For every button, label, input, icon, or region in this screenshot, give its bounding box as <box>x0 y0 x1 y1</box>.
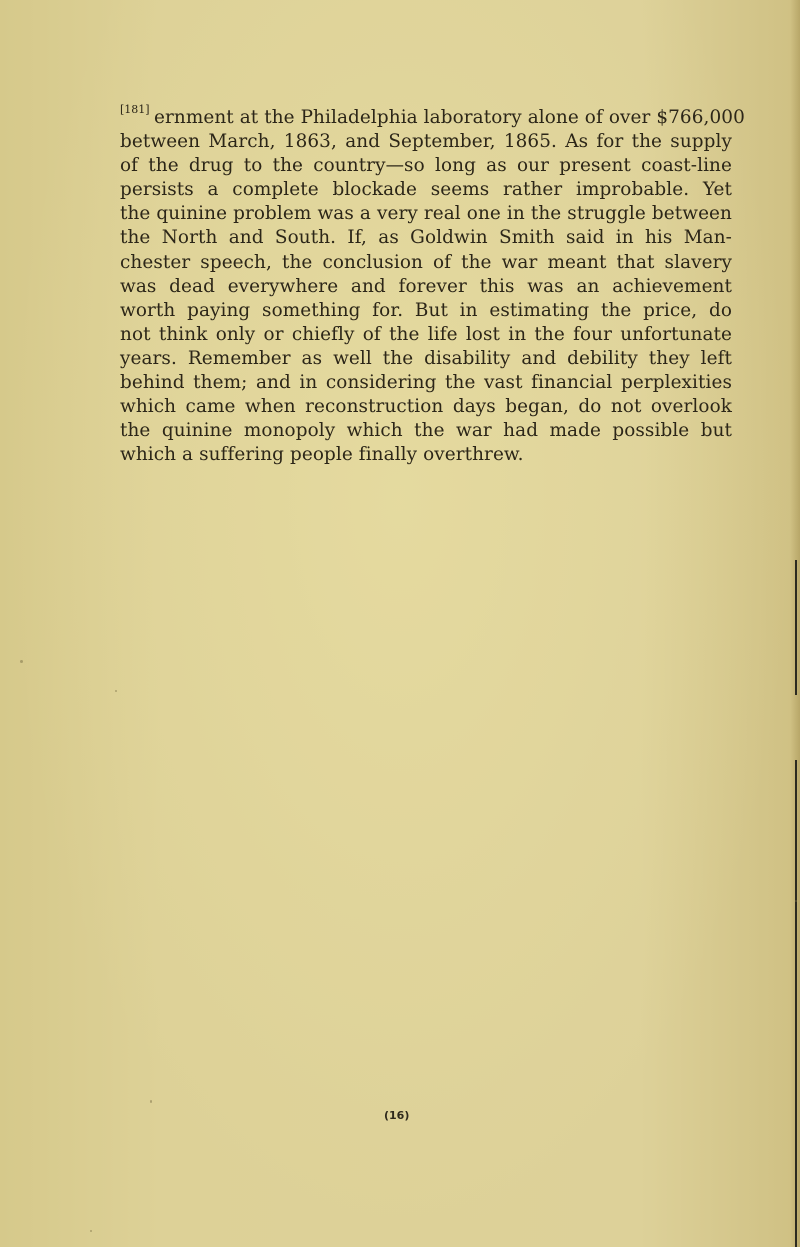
paper-speck <box>20 660 23 663</box>
text-line: of the drug to the country—so long as our present coast-line <box>120 155 732 177</box>
text-line: behind them; and in considering the vast financial perplexities <box>120 372 732 394</box>
text-line: which came when reconstruction days began, do not overlook <box>120 396 732 418</box>
text-line: between March, 1863, and September, 1865. As for the supply <box>120 131 732 153</box>
text-line: worth paying something for. But in estimating the price, do <box>120 299 732 321</box>
text-line: chester speech, the conclusion of the war meant that slavery <box>120 251 732 273</box>
text-line: years. Remember as well the disability and debility they left <box>120 347 732 369</box>
paper-speck <box>90 1230 92 1232</box>
paper-speck <box>115 690 117 692</box>
marginal-marker: [181] <box>120 103 150 116</box>
page-number: (16) <box>384 1109 410 1122</box>
page-edge-line <box>795 760 797 1247</box>
text-line: was dead everywhere and forever this was an achievement <box>120 275 732 297</box>
text-line: ernment at the Philadelphia laboratory alone of over $766,000 <box>154 107 745 128</box>
paper-speck <box>150 1100 152 1103</box>
body-paragraph <box>120 103 745 467</box>
text-line: not think only or chiefly of the life lost in the four unfortunate <box>120 323 732 345</box>
paper-speck <box>795 900 797 902</box>
page-edge-line <box>795 560 797 695</box>
text-line: persists a complete blockade seems rather improbable. Yet <box>120 179 732 201</box>
text-line: the quinine problem was a very real one in the struggle between <box>120 203 732 225</box>
text-line: the quinine monopoly which the war had made possible but <box>120 420 732 442</box>
text-line: the North and South. If, as Goldwin Smith said in his Man- <box>120 227 732 249</box>
text-line: which a suffering people finally overthrew. <box>120 444 524 466</box>
